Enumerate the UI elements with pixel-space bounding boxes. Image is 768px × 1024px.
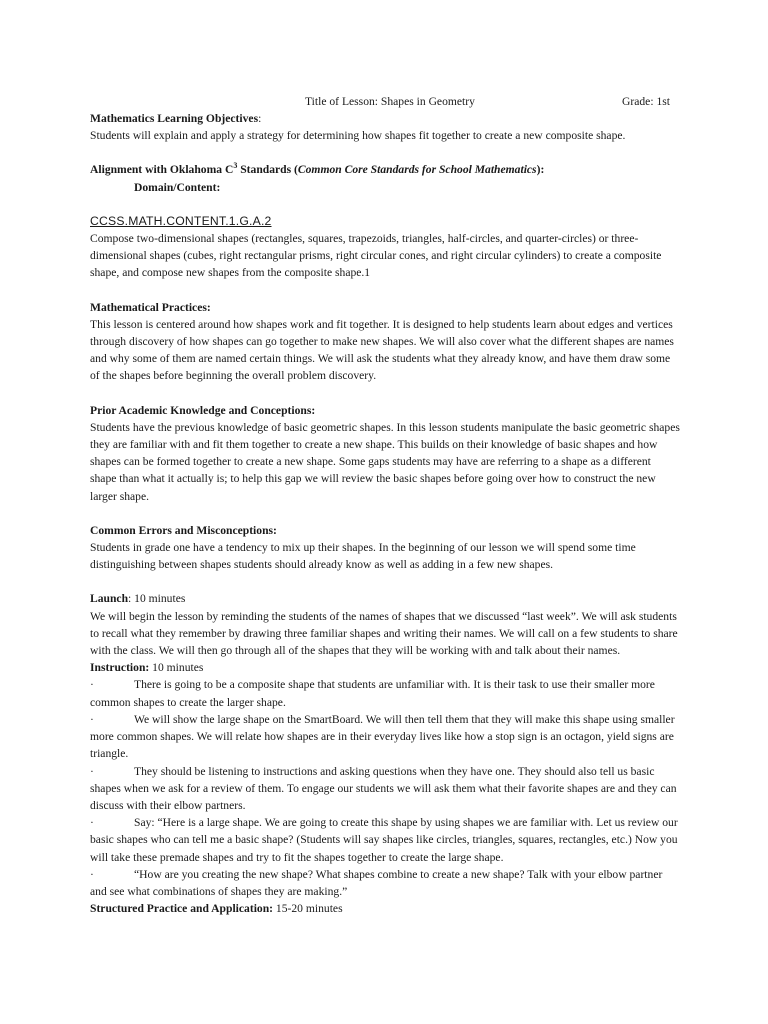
instruction-time: 10 minutes	[149, 661, 204, 675]
launch-heading	[90, 590, 680, 607]
instruction-item-text: They should be listening to instructions and asking questions when they have one. They should also tell us basic shapes when we ask for a review of them. To engage our students we will ask them what their favorite shapes are and they can discuss with their elbow partners.	[90, 764, 677, 812]
bullet-icon: ·	[90, 712, 94, 726]
bullet-icon: ·	[90, 764, 94, 778]
instruction-item	[90, 763, 680, 815]
alignment-heading-end: ):	[536, 163, 545, 177]
bullet-icon: ·	[90, 867, 94, 881]
objectives-heading	[90, 110, 680, 127]
domain-content-heading: Domain/Content:	[134, 180, 221, 194]
practices-heading: Mathematical Practices:	[90, 300, 211, 314]
grade-level: Grade: 1st	[622, 95, 670, 108]
errors-heading: Common Errors and Misconceptions:	[90, 523, 277, 537]
prior-knowledge-heading: Prior Academic Knowledge and Conceptions:	[90, 403, 316, 417]
instruction-item-text: Say: “Here is a large shape. We are going to create this shape by using shapes we are familiar with. Let us review our basic shapes who can tell me a basic shape? (Students will say shapes like circles, triangles, squares, rectangles, etc.) Now you will take these premade shapes and try to fit the shapes together to create the large shape.	[90, 816, 678, 864]
alignment-heading	[90, 161, 680, 178]
lesson-header	[90, 93, 680, 110]
bullet-icon: ·	[90, 816, 94, 830]
instruction-item	[90, 676, 680, 710]
instruction-item-text: “How are you creating the new shape? What shapes combine to create a new shape? Talk with your elbow partner and see what combinations of shapes they are making.”	[90, 867, 663, 898]
instruction-item	[90, 814, 680, 866]
practices-text: This lesson is centered around how shapes work and fit together. It is designed to help students learn about edges and vertices through discovery of how shapes can go together to make new shapes. We will also cover what the different shapes are names and why some of them are named certain things. We will ask the students what they already know, and have them draw some of the shapes before beginning the overall problem discovery.	[90, 317, 674, 383]
instruction-item-text: We will show the large shape on the SmartBoard. We will then tell them that they will make this shape using smaller more common shapes. We will relate how shapes are in their everyday lives like how a stop sign is an octagon, yield signs are triangle.	[90, 712, 675, 761]
practice-heading	[90, 900, 680, 917]
launch-text: We will begin the lesson by reminding the students of the names of shapes that we discussed “last week”. We will ask students to recall what they remember by drawing three familiar shapes and writing their names. We will call on a few students to share with the class. We will then go through all of the shapes that they will be working with and talk about their names.	[90, 609, 678, 658]
alignment-heading-post: Standards (	[237, 163, 298, 177]
instruction-heading	[90, 659, 680, 676]
instruction-item	[90, 866, 680, 900]
standard-code-link[interactable]: CCSS.MATH.CONTENT.1.G.A.2	[90, 213, 272, 228]
prior-knowledge-text: Students have the previous knowledge of basic geometric shapes. In this lesson students manipulate the basic geometric shapes they are familiar with and fit them together to create a new shape. This builds on their knowledge of basic shapes and how shapes can be formed together to create a new shape. Some gaps students may have are referring to a shape as a different shape than what it actually is; to help this gap we will review the basic shapes before going over how to construct the new larger shape.	[90, 420, 680, 503]
standard-text: Compose two-dimensional shapes (rectangles, squares, trapezoids, triangles, half-circles, and quarter-circles) or three-dimensional shapes (cubes, right rectangular prisms, right circular cones, and right circular cylinders) to create a composite shape, and compose new shapes from the composite shape.1	[90, 232, 662, 280]
alignment-heading-italic: Common Core Standards for School Mathematics	[297, 163, 537, 177]
objectives-text: Students will explain and apply a strategy for determining how shapes fit together to create a new composite shape.	[90, 129, 626, 143]
practice-time: 15-20 minutes	[273, 902, 343, 916]
instruction-item	[90, 711, 680, 763]
launch-time: : 10 minutes	[128, 592, 186, 606]
practice-heading-text: Structured Practice and Application:	[90, 902, 274, 916]
document-body	[90, 93, 680, 917]
objectives-heading-text: Mathematics Learning Objectives	[90, 112, 259, 125]
errors-text: Students in grade one have a tendency to mix up their shapes. In the beginning of our lesson we will spend some time distinguishing between shapes students should already know as well as adding in a few new shapes.	[90, 541, 636, 572]
instruction-item-text: There is going to be a composite shape that students are unfamiliar with. It is their task to use their smaller more common shapes to create the larger shape.	[90, 678, 655, 709]
alignment-heading-pre: Alignment with Oklahoma C	[90, 163, 234, 177]
alignment-heading-sup: 3	[233, 161, 238, 171]
lesson-title: Title of Lesson: Shapes in Geometry	[305, 95, 475, 108]
bullet-icon: ·	[90, 678, 94, 692]
objectives-heading-colon: :	[258, 112, 262, 125]
instruction-heading-text: Instruction:	[90, 661, 150, 675]
launch-heading-text: Launch	[90, 592, 129, 606]
